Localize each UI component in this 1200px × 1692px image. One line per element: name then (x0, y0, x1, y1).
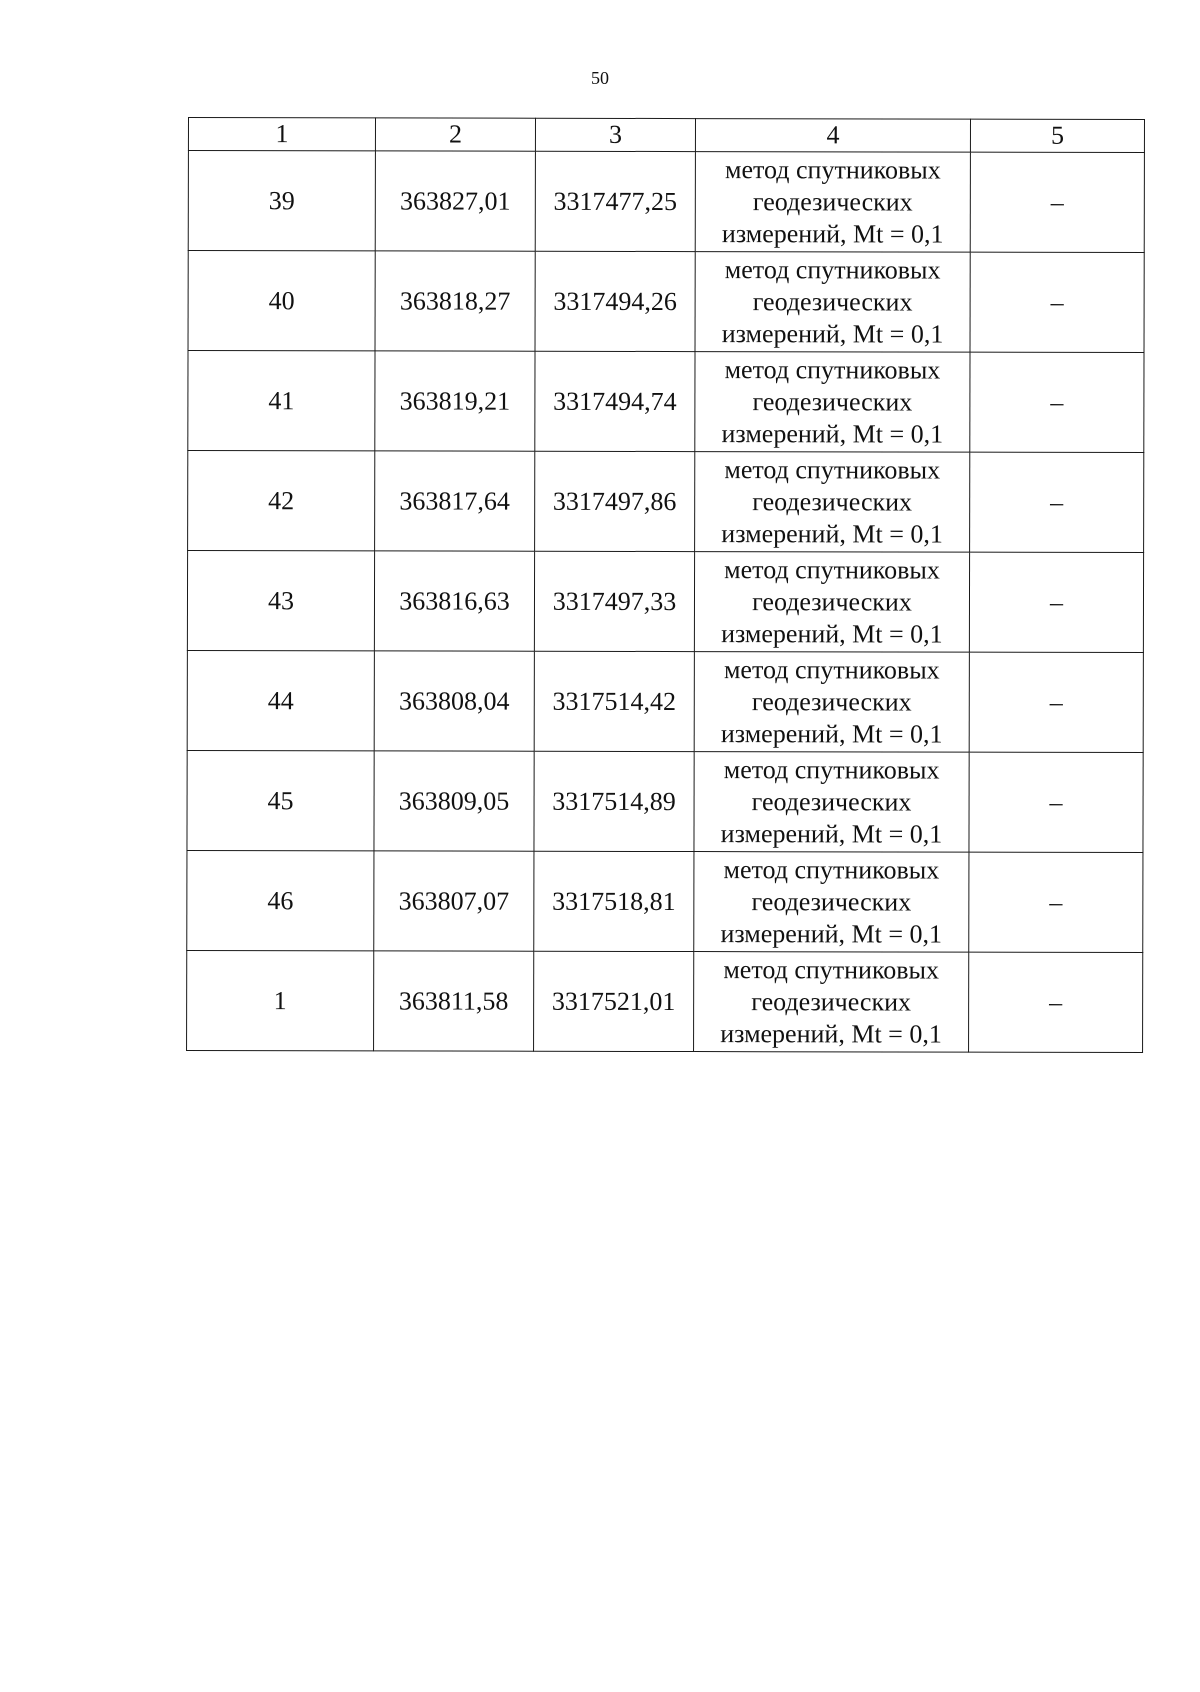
method-line: метод спутниковых (724, 254, 941, 285)
note-cell: – (969, 952, 1143, 1052)
y-coordinate-cell: 3317518,81 (534, 851, 694, 951)
table-row (187, 850, 1143, 952)
y-coordinate-cell: 3317514,42 (534, 651, 694, 751)
method-line: геодезических (752, 286, 913, 317)
method-cell (695, 352, 970, 453)
x-coordinate-cell: 363809,05 (374, 751, 534, 851)
method-line: метод спутниковых (725, 154, 941, 185)
method-line: геодезических (751, 886, 912, 917)
page-number: 50 (591, 68, 609, 88)
table-row (187, 650, 1143, 752)
method-cell (694, 752, 969, 853)
x-coordinate-cell: 363827,01 (375, 151, 535, 251)
method-line: геодезических (751, 686, 912, 717)
point-cell: 41 (188, 351, 375, 451)
x-coordinate-cell: 363808,04 (374, 651, 534, 751)
point-cell: 1 (187, 950, 374, 1050)
y-coordinate-cell: 3317494,26 (535, 251, 695, 351)
note-cell: – (969, 552, 1143, 652)
method-line: геодезических (751, 986, 912, 1017)
note-cell: – (970, 152, 1144, 252)
table-body (187, 151, 1145, 1053)
point-cell: 46 (187, 850, 374, 950)
column-header-5: 5 (970, 119, 1144, 152)
method-cell (695, 252, 970, 353)
method-line: измерений, Mt = 0,1 (720, 718, 943, 749)
method-line: измерений, Mt = 0,1 (720, 818, 943, 849)
y-coordinate-cell: 3317494,74 (535, 351, 695, 451)
method-line: метод спутниковых (724, 554, 940, 585)
method-line: измерений, Mt = 0,1 (721, 318, 944, 349)
method-line: метод спутниковых (723, 654, 940, 685)
note-cell: – (970, 352, 1144, 452)
note-cell: – (970, 452, 1144, 552)
method-line: измерений, Mt = 0,1 (721, 618, 943, 649)
table-header-row (188, 118, 1144, 153)
y-coordinate-cell: 3317497,86 (535, 451, 695, 551)
method-cell (694, 552, 969, 653)
method-line: измерений, Mt = 0,1 (721, 418, 944, 449)
method-line: геодезических (752, 586, 912, 617)
point-cell: 42 (188, 451, 375, 551)
point-cell: 45 (187, 750, 374, 850)
method-line: измерений, Mt = 0,1 (721, 218, 944, 249)
method-cell (694, 952, 969, 1053)
table-row (188, 151, 1144, 253)
method-cell (694, 652, 969, 753)
method-line: измерений, Mt = 0,1 (720, 918, 943, 949)
column-header-4: 4 (695, 119, 970, 153)
note-cell: – (970, 252, 1144, 352)
y-coordinate-cell: 3317497,33 (534, 551, 694, 651)
x-coordinate-cell: 363819,21 (375, 351, 535, 451)
note-cell: – (969, 852, 1143, 952)
x-coordinate-cell: 363816,63 (374, 551, 534, 651)
point-cell: 39 (188, 151, 375, 251)
coordinates-table (186, 117, 1145, 1053)
table-row (188, 451, 1144, 553)
point-cell: 44 (187, 650, 374, 750)
note-cell: – (969, 652, 1143, 752)
table-row (187, 551, 1143, 653)
method-line: геодезических (752, 186, 913, 217)
note-cell: – (969, 752, 1143, 852)
method-line: геодезических (752, 386, 913, 417)
method-line: метод спутниковых (723, 954, 940, 985)
table-row (188, 251, 1144, 353)
x-coordinate-cell: 363811,58 (374, 951, 534, 1051)
method-line: измерений, Mt = 0,1 (721, 518, 943, 549)
x-coordinate-cell: 363818,27 (375, 251, 535, 351)
table-row (187, 750, 1143, 852)
method-line: измерений, Mt = 0,1 (720, 1018, 942, 1049)
column-header-3: 3 (535, 118, 695, 151)
point-cell: 43 (187, 551, 374, 651)
y-coordinate-cell: 3317477,25 (535, 151, 695, 251)
column-header-2: 2 (375, 118, 535, 151)
x-coordinate-cell: 363817,64 (375, 451, 535, 551)
table-row (188, 351, 1144, 453)
table-row (187, 950, 1143, 1052)
method-cell (695, 452, 970, 553)
method-line: метод спутниковых (723, 754, 940, 785)
method-cell (694, 852, 969, 953)
y-coordinate-cell: 3317521,01 (534, 951, 694, 1051)
y-coordinate-cell: 3317514,89 (534, 751, 694, 851)
method-line: геодезических (751, 786, 912, 817)
method-line: метод спутниковых (723, 854, 940, 885)
method-line: метод спутниковых (724, 354, 941, 385)
method-cell (695, 152, 970, 253)
method-line: геодезических (752, 486, 913, 517)
method-line: метод спутниковых (724, 454, 941, 485)
point-cell: 40 (188, 251, 375, 351)
column-header-1: 1 (188, 118, 375, 151)
x-coordinate-cell: 363807,07 (374, 851, 534, 951)
